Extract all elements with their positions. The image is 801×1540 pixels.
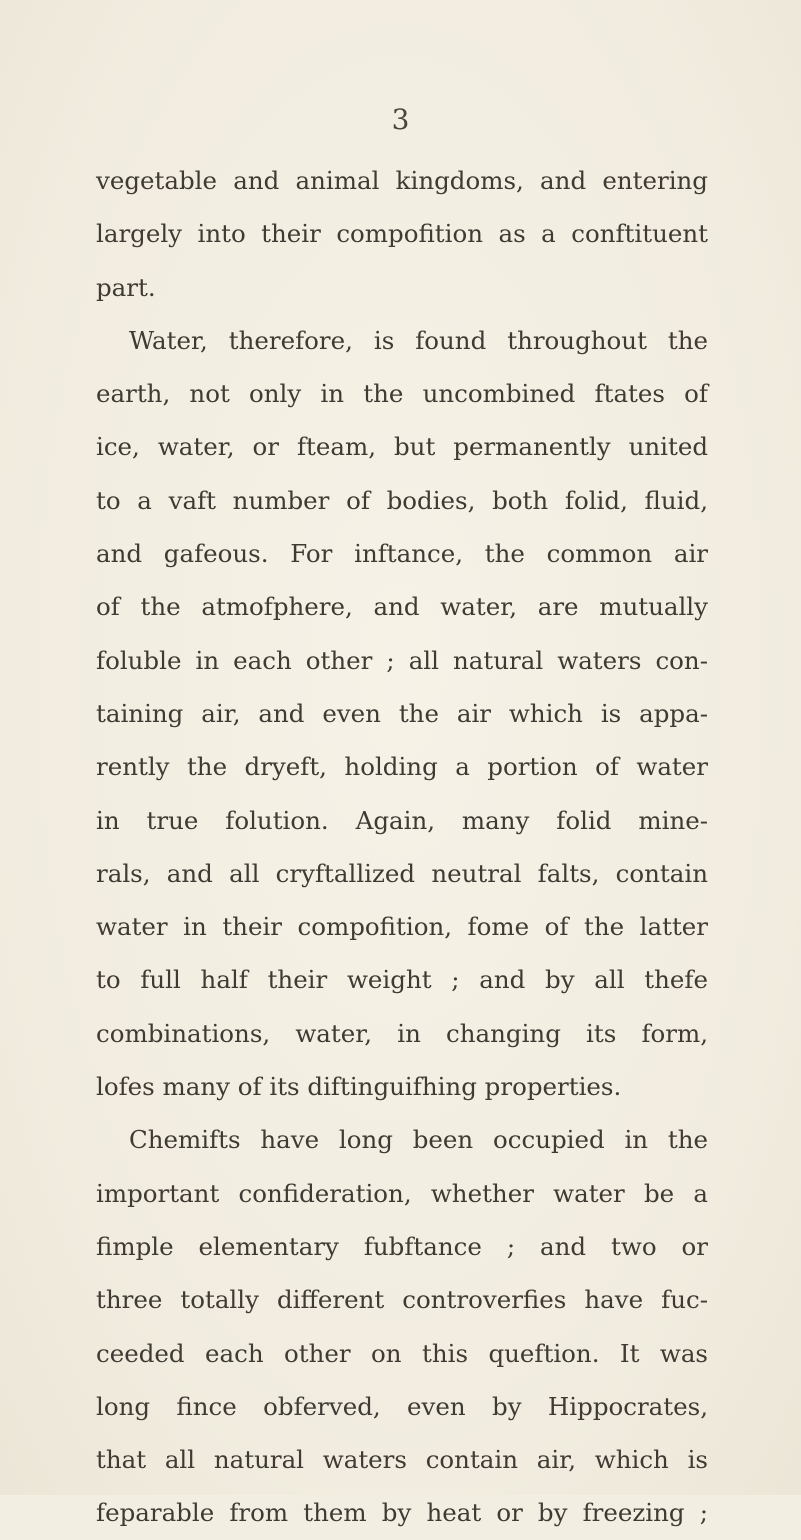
text-line: in true folution. Again, many folid mine- — [96, 805, 708, 835]
text-line: largely into their compofition as a conftituent — [96, 219, 708, 249]
text-line: earth, not only in the uncombined ftates of — [96, 379, 708, 409]
body-text — [96, 154, 708, 1540]
text-line: lofes many of its diftinguifhing properties. — [96, 1072, 622, 1102]
text-line: Water, therefore, is found throughout the — [129, 325, 708, 355]
text-line: to full half their weight ; and by all thefe — [96, 965, 708, 995]
text-line: rals, and all cryftallized neutral falts, contain — [96, 858, 708, 888]
text-line: water in their compofition, fome of the latter — [96, 912, 708, 942]
text-line: to a vaft number of bodies, both folid, fluid, — [96, 485, 708, 515]
text-line: that all natural waters contain air, which is — [96, 1445, 708, 1475]
text-line: feparable from them by heat or by freezing ; — [96, 1498, 708, 1528]
text-line: important confideration, whether water be a — [96, 1178, 708, 1208]
text-line: three totally different controverfies have fuc- — [96, 1285, 708, 1315]
text-line: rently the dryeft, holding a portion of water — [96, 752, 708, 782]
text-line: and gafeous. For inftance, the common air — [96, 539, 708, 569]
text-line: vegetable and animal kingdoms, and entering — [96, 166, 708, 195]
page-number: 3 — [391, 103, 410, 136]
text-line: foluble in each other ; all natural waters con- — [96, 645, 708, 675]
text-line: taining air, and even the air which is appa- — [96, 698, 708, 728]
text-line: part. — [96, 272, 156, 302]
text-line: ice, water, or fteam, but permanently united — [96, 432, 708, 462]
text-line: of the atmofphere, and water, are mutually — [96, 592, 708, 622]
text-line: combinations, water, in changing its form, — [96, 1018, 708, 1048]
text-line: fimple elementary fubftance ; and two or — [96, 1231, 708, 1261]
text-line: ceeded each other on this queftion. It was — [96, 1338, 708, 1368]
text-line: Chemifts have long been occupied in the — [129, 1125, 708, 1155]
text-line: long fince obferved, even by Hippocrates, — [96, 1391, 708, 1421]
